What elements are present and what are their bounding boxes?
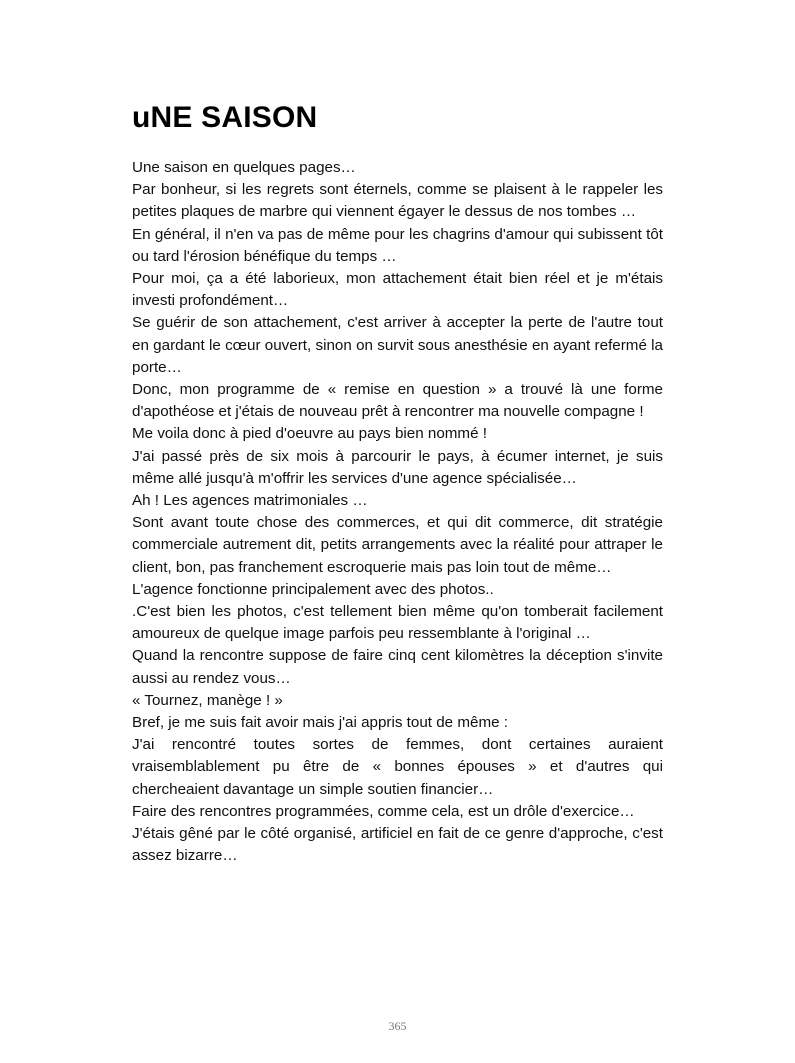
paragraph: Faire des rencontres programmées, comme cela, est un drôle d'exercice… xyxy=(132,802,635,820)
paragraph: Par bonheur, si les regrets sont éternels, comme se plaisent à le rappeler les petites plaques de marbre qui viennent égayer le dessus de nos tombes … xyxy=(132,181,663,221)
paragraph: J'ai rencontré toutes sortes de femmes, dont certaines auraient vraisemblablement pu être de « bonnes épouses » et d'autres qui chercheaient davantage un simple soutien financier… xyxy=(132,736,663,798)
paragraph: Me voila donc à pied d'oeuvre au pays bien nommé ! xyxy=(132,425,487,443)
paragraph: J'ai passé près de six mois à parcourir le pays, à écumer internet, je suis même allé jusqu'à m'offrir les services d'une agence spécialisée… xyxy=(132,447,663,487)
chapter-title: uNE SAISON xyxy=(132,101,318,134)
paragraph: Bref, je me suis fait avoir mais j'ai appris tout de même : xyxy=(132,714,508,732)
paragraph: Une saison en quelques pages… xyxy=(132,159,356,176)
body-text xyxy=(132,157,663,868)
paragraph: Sont avant toute chose des commerces, et qui dit commerce, dit stratégie commerciale autrement dit, petits arrangements avec la réalité pour attraper le client, bon, pas franchement escroquerie mais pas loin tout de même… xyxy=(132,514,663,576)
paragraph: « Tournez, manège ! » xyxy=(132,691,283,709)
paragraph: En général, il n'en va pas de même pour les chagrins d'amour qui subissent tôt ou tard l'érosion bénéfique du temps … xyxy=(132,225,663,265)
paragraph: J'étais gêné par le côté organisé, artificiel en fait de ce genre d'approche, c'est assez bizarre… xyxy=(132,825,663,865)
paragraph: Se guérir de son attachement, c'est arriver à accepter la perte de l'autre tout en gardant le cœur ouvert, sinon on survit sous anesthésie en ayant refermé la porte… xyxy=(132,314,663,376)
page-number: 365 xyxy=(388,1019,407,1033)
paragraph: Pour moi, ça a été laborieux, mon attachement était bien réel et je m'étais investi profondément… xyxy=(132,270,663,310)
paragraph: Quand la rencontre suppose de faire cinq cent kilomètres la déception s'invite aussi au rendez vous… xyxy=(132,647,663,687)
paragraph: .C'est bien les photos, c'est tellement bien même qu'on tomberait facilement amoureux de quelque image parfois peu ressemblante à l'original … xyxy=(132,603,663,643)
paragraph: L'agence fonctionne principalement avec des photos.. xyxy=(132,580,494,598)
paragraph: Donc, mon programme de « remise en question » a trouvé là une forme d'apothéose et j'étais de nouveau prêt à rencontrer ma nouvelle compagne ! xyxy=(132,381,663,421)
paragraph: Ah ! Les agences matrimoniales … xyxy=(132,492,368,510)
